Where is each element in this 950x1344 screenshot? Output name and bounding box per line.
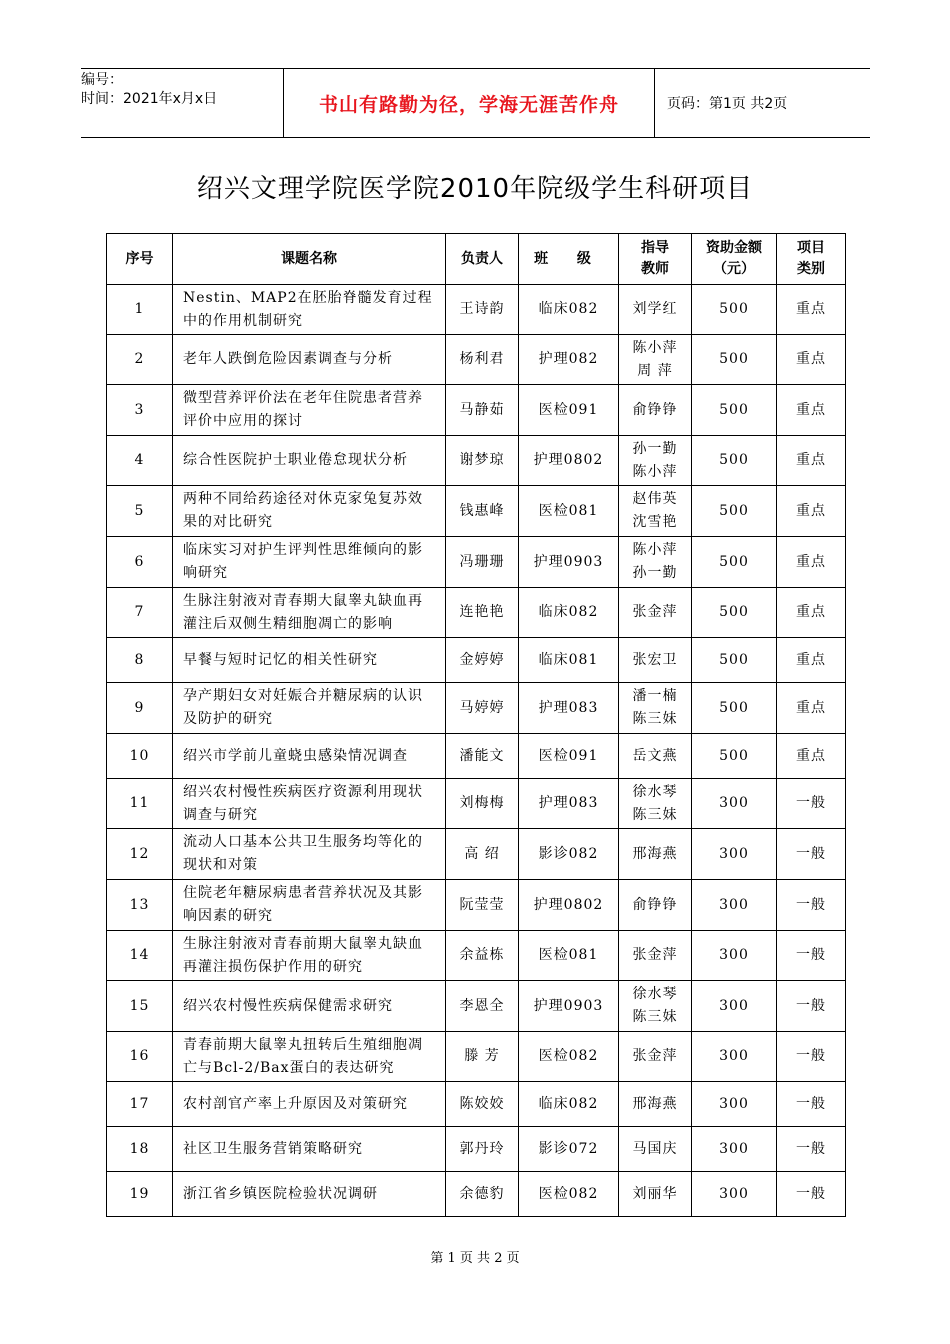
cell-leader: 高 绍	[446, 829, 519, 880]
cell-leader: 阮莹莹	[446, 880, 519, 931]
page-header	[81, 68, 870, 138]
advisor-name: 陈三妹	[632, 806, 678, 823]
cell-advisor	[619, 638, 692, 683]
cell-fund: 500	[692, 638, 777, 683]
advisor-name: 邢海燕	[632, 1095, 678, 1112]
cell-advisor	[619, 880, 692, 931]
cell-topic: 临床实习对护生评判性思维倾向的影响研究	[173, 537, 446, 588]
advisor-name: 沈雪艳	[632, 514, 678, 530]
table-row	[107, 829, 846, 880]
table-row	[107, 1172, 846, 1217]
cell-advisor	[619, 436, 692, 486]
advisor-name: 赵伟英	[632, 491, 678, 507]
cell-topic: 孕产期妇女对妊娠合并糖尿病的认识及防护的研究	[173, 683, 446, 734]
cell-fund: 500	[692, 734, 777, 779]
table-row	[107, 1127, 846, 1172]
cell-class: 护理0903	[519, 981, 619, 1032]
cell-class: 临床081	[519, 638, 619, 683]
cell-type: 重点	[777, 486, 846, 537]
advisor-name: 孙一勤	[632, 565, 678, 581]
cell-fund: 500	[692, 537, 777, 588]
cell-type: 一般	[777, 1082, 846, 1127]
cell-seq: 18	[107, 1127, 173, 1172]
advisor-name: 张金萍	[632, 604, 678, 620]
cell-class: 护理083	[519, 683, 619, 734]
table-row	[107, 335, 846, 385]
cell-type: 一般	[777, 1172, 846, 1217]
cell-class: 医检081	[519, 931, 619, 981]
cell-fund: 500	[692, 285, 777, 335]
cell-leader: 潘能文	[446, 734, 519, 779]
cell-type: 重点	[777, 335, 846, 385]
cell-class: 临床082	[519, 1082, 619, 1127]
cell-class: 医检081	[519, 486, 619, 537]
cell-type: 重点	[777, 638, 846, 683]
cell-seq: 10	[107, 734, 173, 779]
table-row	[107, 385, 846, 436]
table-row	[107, 537, 846, 588]
advisor-name: 岳文燕	[632, 747, 678, 764]
cell-seq: 14	[107, 931, 173, 981]
cell-class: 护理082	[519, 335, 619, 385]
document-title: 绍兴文理学院医学院2010年院级学生科研项目	[196, 174, 754, 204]
cell-topic: 生脉注射液对青春前期大鼠睾丸缺血再灌注损伤保护作用的研究	[173, 931, 446, 981]
cell-leader: 钱惠峰	[446, 486, 519, 537]
cell-fund: 300	[692, 1127, 777, 1172]
cell-advisor	[619, 285, 692, 335]
cell-type: 重点	[777, 385, 846, 436]
table-row	[107, 734, 846, 779]
cell-fund: 500	[692, 335, 777, 385]
advisor-name: 陈三妹	[632, 711, 678, 727]
advisor-name: 张宏卫	[632, 651, 678, 668]
advisor-name: 陈三妹	[632, 1009, 678, 1025]
advisor-name: 俞铮铮	[632, 896, 678, 913]
cell-seq: 6	[107, 537, 173, 588]
advisor-name: 陈小萍	[632, 339, 678, 356]
cell-topic: Nestin、MAP2在胚胎脊髓发育过程中的作用机制研究	[173, 285, 446, 335]
col-header-class: 班 级	[519, 234, 619, 285]
cell-class: 护理083	[519, 779, 619, 829]
cell-advisor	[619, 779, 692, 829]
cell-type: 一般	[777, 1032, 846, 1082]
advisor-name: 孙一勤	[632, 440, 678, 457]
cell-seq: 8	[107, 638, 173, 683]
advisor-name: 陈小萍	[632, 463, 678, 480]
projects-table	[106, 233, 846, 1217]
cell-leader: 余益栋	[446, 931, 519, 981]
cell-type: 一般	[777, 880, 846, 931]
cell-type: 一般	[777, 931, 846, 981]
cell-type: 一般	[777, 779, 846, 829]
cell-leader: 冯珊珊	[446, 537, 519, 588]
cell-advisor	[619, 335, 692, 385]
cell-seq: 3	[107, 385, 173, 436]
cell-seq: 15	[107, 981, 173, 1032]
cell-seq: 2	[107, 335, 173, 385]
cell-advisor	[619, 1127, 692, 1172]
cell-class: 医检091	[519, 385, 619, 436]
advisor-name: 徐水琴	[632, 783, 678, 800]
col-header-leader: 负责人	[446, 234, 519, 285]
cell-topic: 老年人跌倒危险因素调查与分析	[173, 335, 446, 385]
cell-fund: 300	[692, 1082, 777, 1127]
cell-advisor	[619, 981, 692, 1032]
cell-topic: 生脉注射液对青春期大鼠睾丸缺血再灌注后双侧生精细胞凋亡的影响	[173, 588, 446, 638]
col-header-topic: 课题名称	[173, 234, 446, 285]
cell-advisor	[619, 1082, 692, 1127]
cell-class: 护理0802	[519, 880, 619, 931]
cell-advisor	[619, 683, 692, 734]
document-date: 时间：2021年x月x日	[81, 91, 218, 107]
cell-leader: 马静茹	[446, 385, 519, 436]
cell-leader: 王诗韵	[446, 285, 519, 335]
advisor-name: 徐水琴	[632, 986, 678, 1002]
cell-type: 一般	[777, 1127, 846, 1172]
table-row	[107, 1032, 846, 1082]
cell-class: 医检082	[519, 1032, 619, 1082]
cell-leader: 谢梦琼	[446, 436, 519, 486]
document-number: 编号：	[81, 72, 123, 88]
cell-class: 影诊072	[519, 1127, 619, 1172]
cell-topic: 绍兴农村慢性疾病医疗资源利用现状调查与研究	[173, 779, 446, 829]
table-row	[107, 285, 846, 335]
table-row	[107, 931, 846, 981]
cell-leader: 陈姣姣	[446, 1082, 519, 1127]
cell-class: 临床082	[519, 588, 619, 638]
advisor-name: 马国庆	[632, 1140, 678, 1157]
col-header-seq: 序号	[107, 234, 173, 285]
cell-class: 护理0903	[519, 537, 619, 588]
cell-fund: 300	[692, 779, 777, 829]
cell-advisor	[619, 1172, 692, 1217]
cell-seq: 11	[107, 779, 173, 829]
col-header-type: 项目 类别	[777, 234, 846, 285]
cell-advisor	[619, 931, 692, 981]
cell-seq: 16	[107, 1032, 173, 1082]
cell-fund: 300	[692, 829, 777, 880]
table-body	[107, 285, 846, 1217]
cell-seq: 17	[107, 1082, 173, 1127]
cell-fund: 300	[692, 981, 777, 1032]
table-row	[107, 683, 846, 734]
advisor-name: 陈小萍	[632, 542, 678, 558]
cell-class: 医检091	[519, 734, 619, 779]
cell-seq: 12	[107, 829, 173, 880]
advisor-name: 张金萍	[632, 1048, 678, 1064]
cell-class: 护理0802	[519, 436, 619, 486]
table-row	[107, 981, 846, 1032]
cell-class: 影诊082	[519, 829, 619, 880]
cell-type: 重点	[777, 683, 846, 734]
cell-leader: 金婷婷	[446, 638, 519, 683]
advisor-name: 刘学红	[632, 301, 678, 317]
cell-advisor	[619, 734, 692, 779]
cell-topic: 浙江省乡镇医院检验状况调研	[173, 1172, 446, 1217]
table-header-row	[107, 234, 846, 285]
cell-topic: 流动人口基本公共卫生服务均等化的现状和对策	[173, 829, 446, 880]
table-row	[107, 779, 846, 829]
cell-advisor	[619, 537, 692, 588]
header-meta	[81, 69, 284, 137]
cell-leader: 连艳艳	[446, 588, 519, 638]
cell-fund: 500	[692, 385, 777, 436]
cell-fund: 300	[692, 1172, 777, 1217]
cell-leader: 刘梅梅	[446, 779, 519, 829]
table-row	[107, 1082, 846, 1127]
cell-type: 重点	[777, 588, 846, 638]
cell-seq: 5	[107, 486, 173, 537]
cell-type: 一般	[777, 981, 846, 1032]
cell-leader: 李恩全	[446, 981, 519, 1032]
advisor-name: 邢海燕	[632, 845, 678, 862]
cell-type: 重点	[777, 436, 846, 486]
table-row	[107, 486, 846, 537]
cell-class: 医检082	[519, 1172, 619, 1217]
cell-fund: 500	[692, 486, 777, 537]
cell-fund: 500	[692, 436, 777, 486]
cell-fund: 300	[692, 1032, 777, 1082]
advisor-name: 俞铮铮	[632, 401, 678, 418]
header-motto: 书山有路勤为径，学海无涯苦作舟	[284, 69, 655, 137]
cell-advisor	[619, 1032, 692, 1082]
cell-topic: 综合性医院护士职业倦怠现状分析	[173, 436, 446, 486]
cell-fund: 500	[692, 588, 777, 638]
cell-type: 重点	[777, 537, 846, 588]
cell-class: 临床082	[519, 285, 619, 335]
advisor-name: 刘丽华	[632, 1185, 678, 1202]
cell-topic: 两种不同给药途径对休克家兔复苏效果的对比研究	[173, 486, 446, 537]
cell-seq: 7	[107, 588, 173, 638]
cell-type: 一般	[777, 829, 846, 880]
cell-topic: 住院老年糖尿病患者营养状况及其影响因素的研究	[173, 880, 446, 931]
cell-topic: 早餐与短时记忆的相关性研究	[173, 638, 446, 683]
table-row	[107, 588, 846, 638]
cell-topic: 青春前期大鼠睾丸扭转后生殖细胞凋亡与Bcl-2/Bax蛋白的表达研究	[173, 1032, 446, 1082]
cell-seq: 4	[107, 436, 173, 486]
page-footer: 第 1 页 共 2 页	[430, 1251, 520, 1266]
cell-seq: 1	[107, 285, 173, 335]
cell-advisor	[619, 486, 692, 537]
cell-fund: 500	[692, 683, 777, 734]
col-header-fund: 资助金额 （元）	[692, 234, 777, 285]
cell-topic: 微型营养评价法在老年住院患者营养评价中应用的探讨	[173, 385, 446, 436]
cell-seq: 13	[107, 880, 173, 931]
advisor-name: 张金萍	[632, 947, 678, 963]
cell-topic: 社区卫生服务营销策略研究	[173, 1127, 446, 1172]
cell-leader: 杨利君	[446, 335, 519, 385]
cell-leader: 郭丹玲	[446, 1127, 519, 1172]
table-row	[107, 638, 846, 683]
table-row	[107, 436, 846, 486]
advisor-name: 潘一楠	[632, 688, 678, 704]
cell-seq: 9	[107, 683, 173, 734]
cell-type: 重点	[777, 285, 846, 335]
cell-leader: 余德豹	[446, 1172, 519, 1217]
cell-fund: 300	[692, 931, 777, 981]
table-row	[107, 880, 846, 931]
cell-leader: 马婷婷	[446, 683, 519, 734]
cell-fund: 300	[692, 880, 777, 931]
header-page-number: 页码：第1页 共2页	[667, 96, 788, 112]
cell-topic: 绍兴市学前儿童蛲虫感染情况调查	[173, 734, 446, 779]
col-header-advisor: 指导 教师	[619, 234, 692, 285]
cell-seq: 19	[107, 1172, 173, 1217]
cell-advisor	[619, 829, 692, 880]
cell-topic: 绍兴农村慢性疾病保健需求研究	[173, 981, 446, 1032]
cell-topic: 农村剖官产率上升原因及对策研究	[173, 1082, 446, 1127]
cell-advisor	[619, 588, 692, 638]
cell-advisor	[619, 385, 692, 436]
cell-type: 重点	[777, 734, 846, 779]
cell-leader: 滕 芳	[446, 1032, 519, 1082]
advisor-name: 周 萍	[637, 362, 673, 379]
